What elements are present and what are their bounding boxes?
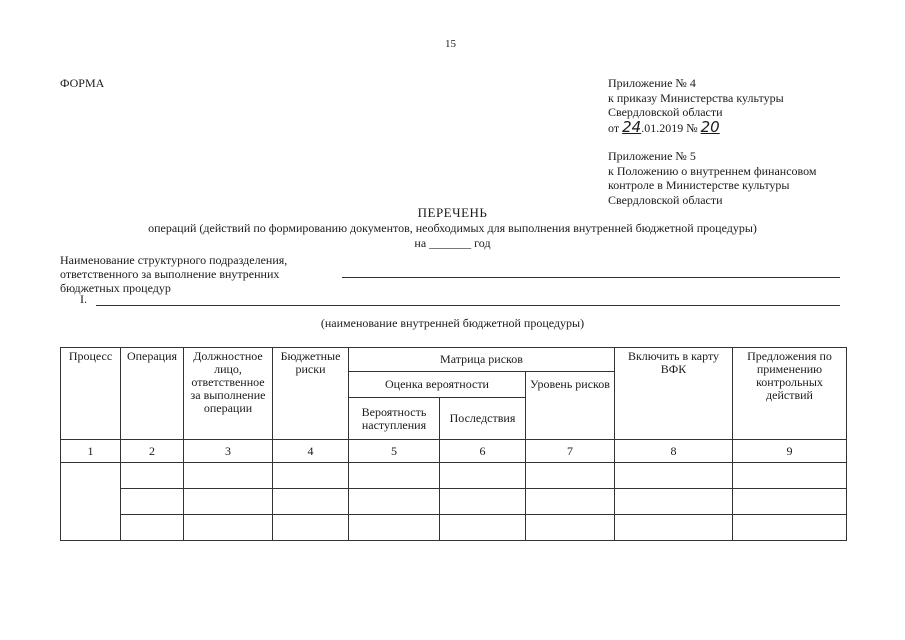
table-row — [61, 463, 847, 489]
table-cell — [733, 463, 847, 489]
table-cell — [526, 515, 615, 541]
document-subtitle: операций (действий по формированию документов, необходимых для выполнения внутренней бюджетной процедуры) — [148, 221, 757, 235]
table-cell — [121, 489, 184, 515]
appendix-5-line: контроле в Министерстве культуры — [608, 178, 790, 192]
column-number-row — [61, 440, 847, 463]
table-cell — [615, 463, 733, 489]
header-row — [61, 348, 847, 372]
col-process-header: Процесс — [61, 348, 121, 440]
table-cell — [273, 515, 349, 541]
table-cell — [121, 463, 184, 489]
table-cell — [526, 463, 615, 489]
table-cell — [615, 489, 733, 515]
column-number: 4 — [273, 440, 349, 463]
table-cell — [184, 489, 273, 515]
column-number: 8 — [615, 440, 733, 463]
probability-header: Вероятность наступления — [349, 398, 440, 440]
column-number: 3 — [184, 440, 273, 463]
risk-table — [60, 347, 847, 541]
appendix-4-line: Приложение № 4 — [608, 76, 696, 90]
appendix-5-line: Свердловской области — [608, 192, 723, 207]
table-cell — [349, 489, 440, 515]
risk-level-header: Уровень рисков — [526, 372, 615, 440]
section-number: I. — [80, 292, 87, 306]
col-official-header: Должностное лицо, ответственное за выполнение операции — [184, 348, 273, 440]
year-line: на _______ год — [414, 236, 491, 250]
column-number: 1 — [61, 440, 121, 463]
document-title: ПЕРЕЧЕНЬ — [417, 205, 488, 220]
col-proposals-header: Предложения по применению контрольных действий — [733, 348, 847, 440]
handwritten-number: 20 — [700, 117, 720, 136]
appendix-4-block — [608, 76, 784, 135]
table-cell — [440, 515, 526, 541]
table-cell — [349, 463, 440, 489]
table-cell — [273, 489, 349, 515]
page-number: 15 — [445, 38, 456, 50]
date-rest: .01.2019 № — [641, 120, 701, 135]
appendix-4-date-line — [608, 117, 784, 136]
table-cell — [615, 515, 733, 541]
table-cell — [184, 463, 273, 489]
table-cell — [440, 463, 526, 489]
unit-label-line: Наименование структурного подразделения, — [60, 253, 288, 267]
appendix-4-line: Свердловской области — [608, 105, 723, 119]
appendix-5-block — [608, 149, 817, 207]
consequences-header: Последствия — [440, 398, 526, 440]
table-cell — [349, 515, 440, 541]
col-budget-risks-header: Бюджетные риски — [273, 348, 349, 440]
table-cell — [526, 489, 615, 515]
table-cell — [440, 489, 526, 515]
procedure-caption: (наименование внутренней бюджетной процедуры) — [320, 316, 585, 330]
table-cell — [733, 515, 847, 541]
risk-matrix-header: Матрица рисков — [349, 348, 615, 372]
table-row — [61, 489, 847, 515]
appendix-5-line: Приложение № 5 — [608, 149, 696, 163]
procedure-fill-line — [96, 305, 840, 306]
col-operation-header: Операция — [121, 348, 184, 440]
column-number: 9 — [733, 440, 847, 463]
probability-eval-header: Оценка вероятности — [349, 372, 526, 398]
form-label: ФОРМА — [60, 76, 105, 90]
table-cell — [121, 515, 184, 541]
date-prefix: от — [608, 120, 623, 135]
table-cell — [733, 489, 847, 515]
table-cell — [61, 463, 121, 541]
table-cell — [273, 463, 349, 489]
unit-label-line: бюджетных процедур — [60, 281, 171, 295]
handwritten-day: 24 — [622, 117, 642, 136]
appendix-4-line: к приказу Министерства культуры — [608, 90, 784, 105]
column-number: 2 — [121, 440, 184, 463]
appendix-5-line: к Положению о внутреннем финансовом — [608, 163, 817, 178]
column-number: 6 — [440, 440, 526, 463]
unit-label-line: ответственного за выполнение внутренних — [60, 267, 280, 281]
column-number: 7 — [526, 440, 615, 463]
table-cell — [184, 515, 273, 541]
unit-label — [60, 253, 287, 295]
col-vfk-header: Включить в карту ВФК — [615, 348, 733, 440]
table-row — [61, 515, 847, 541]
unit-fill-line — [342, 277, 840, 278]
column-number: 5 — [349, 440, 440, 463]
